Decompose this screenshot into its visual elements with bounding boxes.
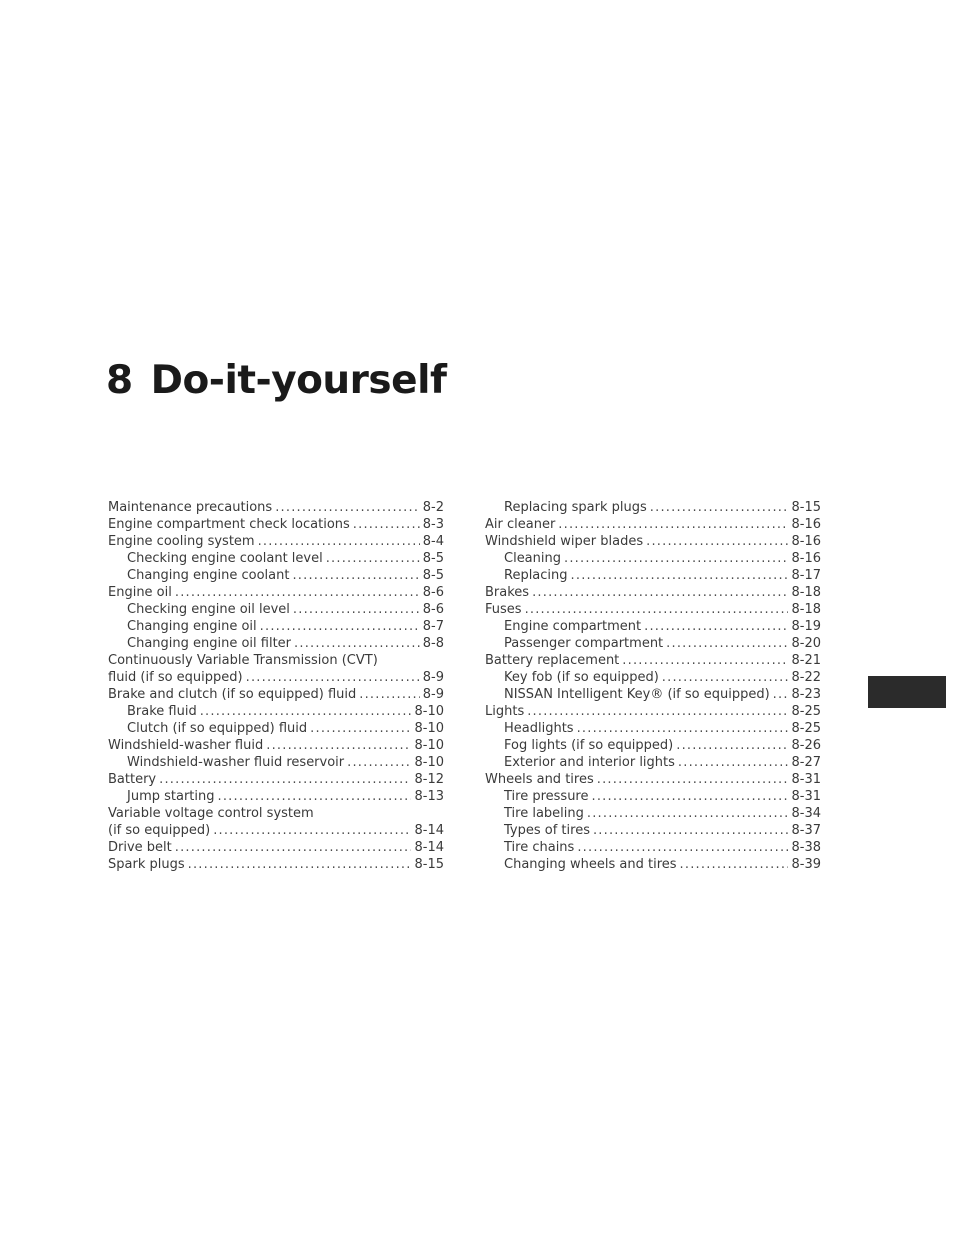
toc-entry-label: Changing engine oil [127, 619, 257, 634]
toc-entry-page: 8-17 [791, 568, 821, 583]
dot-leader [558, 516, 788, 533]
toc-entry-page: 8-10 [414, 721, 444, 736]
toc-entry-label: Fog lights (if so equipped) [504, 738, 674, 753]
dot-leader [175, 839, 412, 856]
toc-entry[interactable] [485, 771, 821, 788]
toc-entry[interactable] [485, 788, 821, 805]
toc-entry-page: 8-37 [791, 823, 821, 838]
toc-entry-label: Passenger compartment [504, 636, 664, 651]
dot-leader [527, 703, 788, 720]
toc-entry-label: Tire chains [504, 840, 575, 855]
chapter-name: Do-it-yourself [150, 358, 447, 403]
toc-entry-label: Replacing [504, 568, 568, 583]
toc-entry-page: 8-22 [791, 670, 821, 685]
dot-leader [260, 618, 420, 635]
toc-entry-label: NISSAN Intelligent Key® (if so equipped) [504, 687, 770, 702]
toc-entry-page: 8-25 [791, 704, 821, 719]
toc-entry[interactable] [108, 839, 444, 856]
toc-entry[interactable] [108, 584, 444, 601]
toc-entry-page: 8-9 [422, 687, 444, 702]
toc-entry-page: 8-34 [791, 806, 821, 821]
dot-leader [592, 788, 789, 805]
toc-entry-label: Brake fluid [127, 704, 197, 719]
toc-entry[interactable] [485, 652, 821, 669]
toc-entry[interactable] [108, 788, 444, 805]
toc-entry-page: 8-5 [422, 568, 444, 583]
toc-entry-label: Maintenance precautions [108, 500, 273, 515]
toc-entry[interactable] [485, 703, 821, 720]
toc-entry-label: Checking engine oil level [127, 602, 290, 617]
toc-entry-label: Key fob (if so equipped) [504, 670, 659, 685]
toc-entry[interactable] [108, 771, 444, 788]
dot-leader [293, 601, 420, 618]
toc-entry-page: 8-31 [791, 789, 821, 804]
toc-entry-page: 8-26 [791, 738, 821, 753]
toc-entry-page: 8-16 [791, 517, 821, 532]
dot-leader [564, 550, 788, 567]
toc-entry-label: Checking engine coolant level [127, 551, 323, 566]
toc-entry[interactable] [108, 703, 444, 720]
toc-entry-label: Tire labeling [504, 806, 584, 821]
toc-entry[interactable] [108, 567, 444, 584]
dot-leader [359, 686, 420, 703]
dot-leader [577, 839, 788, 856]
dot-leader [577, 720, 789, 737]
toc-entry[interactable] [485, 669, 821, 686]
toc-entry[interactable] [108, 686, 444, 703]
toc-entry[interactable] [108, 601, 444, 618]
toc-entry-label: Changing engine coolant [127, 568, 290, 583]
toc-entry-label: Engine oil [108, 585, 172, 600]
toc-entry-page: 8-21 [791, 653, 821, 668]
dot-leader [292, 567, 419, 584]
dot-leader [326, 550, 420, 567]
toc-entry-page: 8-38 [791, 840, 821, 855]
toc-entry[interactable] [485, 499, 821, 516]
dot-leader [662, 669, 789, 686]
toc-entry-label: Windshield-washer fluid reservoir [127, 755, 345, 770]
toc-entry-label: Changing wheels and tires [504, 857, 677, 872]
toc-entry-label: Jump starting [127, 789, 215, 804]
toc-entry-page: 8-15 [791, 500, 821, 515]
toc-entry[interactable] [485, 720, 821, 737]
toc-entry[interactable] [485, 635, 821, 652]
toc-entry[interactable] [485, 516, 821, 533]
toc-entry[interactable] [108, 754, 444, 771]
toc-entry-label: Windshield-washer fluid [108, 738, 264, 753]
dot-leader [532, 584, 788, 601]
toc-entry-page: 8-27 [791, 755, 821, 770]
dot-leader [773, 686, 789, 703]
toc-entry-label: Replacing spark plugs [504, 500, 647, 515]
toc-entry[interactable] [485, 839, 821, 856]
toc-entry-page: 8-2 [422, 500, 444, 515]
dot-leader [294, 635, 420, 652]
toc-entry[interactable] [108, 516, 444, 533]
dot-leader [587, 805, 789, 822]
dot-leader [644, 618, 788, 635]
dot-leader [188, 856, 412, 873]
toc-entry-page: 8-6 [422, 585, 444, 600]
toc-entry-page: 8-7 [422, 619, 444, 634]
chapter-number: 8 [106, 358, 133, 403]
toc-entry-page: 8-10 [414, 755, 444, 770]
toc-entry[interactable] [108, 550, 444, 567]
toc-entry-label: Exterior and interior lights [504, 755, 675, 770]
toc-entry-label: Tire pressure [504, 789, 589, 804]
toc-entry[interactable] [485, 567, 821, 584]
toc-entry-page: 8-3 [422, 517, 444, 532]
toc-entry[interactable] [485, 737, 821, 754]
toc-entry-page: 8-23 [791, 687, 821, 702]
toc-entry-label: Drive belt [108, 840, 172, 855]
toc-entry[interactable] [485, 584, 821, 601]
dot-leader [347, 754, 411, 771]
toc-entry-label: Spark plugs [108, 857, 185, 872]
toc-entry-page: 8-14 [414, 823, 444, 838]
toc-column-right [485, 499, 821, 873]
toc-entry-page: 8-15 [414, 857, 444, 872]
dot-leader [593, 822, 789, 839]
toc-entry-label: fluid (if so equipped) [108, 670, 243, 685]
toc-entry-label: Wheels and tires [485, 772, 594, 787]
toc-column-left [108, 499, 444, 873]
toc-entry[interactable] [108, 856, 444, 873]
toc-entry[interactable] [485, 533, 821, 550]
toc-entry-label: Air cleaner [485, 517, 556, 532]
toc-entry-page: 8-31 [791, 772, 821, 787]
dot-leader [650, 499, 789, 516]
toc-entry-page: 8-25 [791, 721, 821, 736]
dot-leader [571, 567, 789, 584]
toc-entry-page: 8-10 [414, 704, 444, 719]
toc-entry[interactable] [108, 720, 444, 737]
toc-entry[interactable] [108, 635, 444, 652]
toc-entry-page: 8-9 [422, 670, 444, 685]
dot-leader [266, 737, 411, 754]
toc-entry[interactable] [108, 805, 444, 839]
toc-entry-page: 8-8 [422, 636, 444, 651]
toc-entry-label: Changing engine oil filter [127, 636, 292, 651]
dot-leader [218, 788, 412, 805]
dot-leader [597, 771, 789, 788]
chapter-title [106, 358, 446, 403]
toc-entry[interactable] [108, 533, 444, 550]
toc-entry-label: Brake and clutch (if so equipped) fluid [108, 687, 357, 702]
toc-entry-page: 8-20 [791, 636, 821, 651]
toc-entry-label: Headlights [504, 721, 574, 736]
toc-entry-label: Engine cooling system [108, 534, 255, 549]
toc-entry[interactable] [485, 805, 821, 822]
dot-leader [213, 822, 411, 839]
toc-entry-label: Clutch (if so equipped) fluid [127, 721, 308, 736]
dot-leader [646, 533, 788, 550]
toc-entry-label: Windshield wiper blades [485, 534, 644, 549]
dot-leader [678, 754, 789, 771]
dot-leader [310, 720, 411, 737]
toc-entry-page: 8-5 [422, 551, 444, 566]
toc-entry[interactable] [485, 550, 821, 567]
dot-leader [353, 516, 420, 533]
dot-leader [622, 652, 788, 669]
toc-entry-label: Fuses [485, 602, 522, 617]
dot-leader [666, 635, 788, 652]
toc-entry-page: 8-12 [414, 772, 444, 787]
dot-leader [246, 669, 420, 686]
dot-leader [680, 856, 789, 873]
toc-entry-page: 8-4 [422, 534, 444, 549]
toc-entry-label: Engine compartment check locations [108, 517, 350, 532]
toc-entry-page: 8-16 [791, 534, 821, 549]
chapter-index-tab [868, 676, 946, 708]
toc-entry[interactable] [485, 686, 821, 703]
dot-leader [159, 771, 411, 788]
dot-leader [275, 499, 420, 516]
toc-entry[interactable] [485, 618, 821, 635]
toc-entry-page: 8-39 [791, 857, 821, 872]
toc-entry-label: Battery replacement [485, 653, 620, 668]
dot-leader [525, 601, 789, 618]
dot-leader [676, 737, 788, 754]
toc-entry[interactable] [485, 856, 821, 873]
toc-entry-label: Types of tires [504, 823, 590, 838]
toc-entry-label: Brakes [485, 585, 530, 600]
toc-entry[interactable] [108, 737, 444, 754]
toc-entry-page: 8-18 [791, 585, 821, 600]
dot-leader [200, 703, 412, 720]
dot-leader [175, 584, 420, 601]
toc-entry-page: 8-14 [414, 840, 444, 855]
toc-entry-label: Battery [108, 772, 157, 787]
toc-entry-page: 8-6 [422, 602, 444, 617]
toc-entry-label: (if so equipped) [108, 823, 211, 838]
toc-entry-label-line1: Variable voltage control system [108, 806, 314, 821]
toc-entry-page: 8-19 [791, 619, 821, 634]
toc-entry[interactable] [485, 601, 821, 618]
dot-leader [258, 533, 420, 550]
toc-entry-label-line1: Continuously Variable Transmission (CVT) [108, 653, 378, 668]
toc-entry-label: Lights [485, 704, 525, 719]
toc-entry[interactable] [108, 652, 444, 686]
toc-entry[interactable] [485, 822, 821, 839]
toc-entry-page: 8-16 [791, 551, 821, 566]
toc-entry[interactable] [485, 754, 821, 771]
toc-entry-label: Engine compartment [504, 619, 642, 634]
toc-entry[interactable] [108, 618, 444, 635]
toc-entry-page: 8-10 [414, 738, 444, 753]
toc-entry-label: Cleaning [504, 551, 561, 566]
toc-entry-page: 8-13 [414, 789, 444, 804]
toc-entry[interactable] [108, 499, 444, 516]
toc-entry-page: 8-18 [791, 602, 821, 617]
